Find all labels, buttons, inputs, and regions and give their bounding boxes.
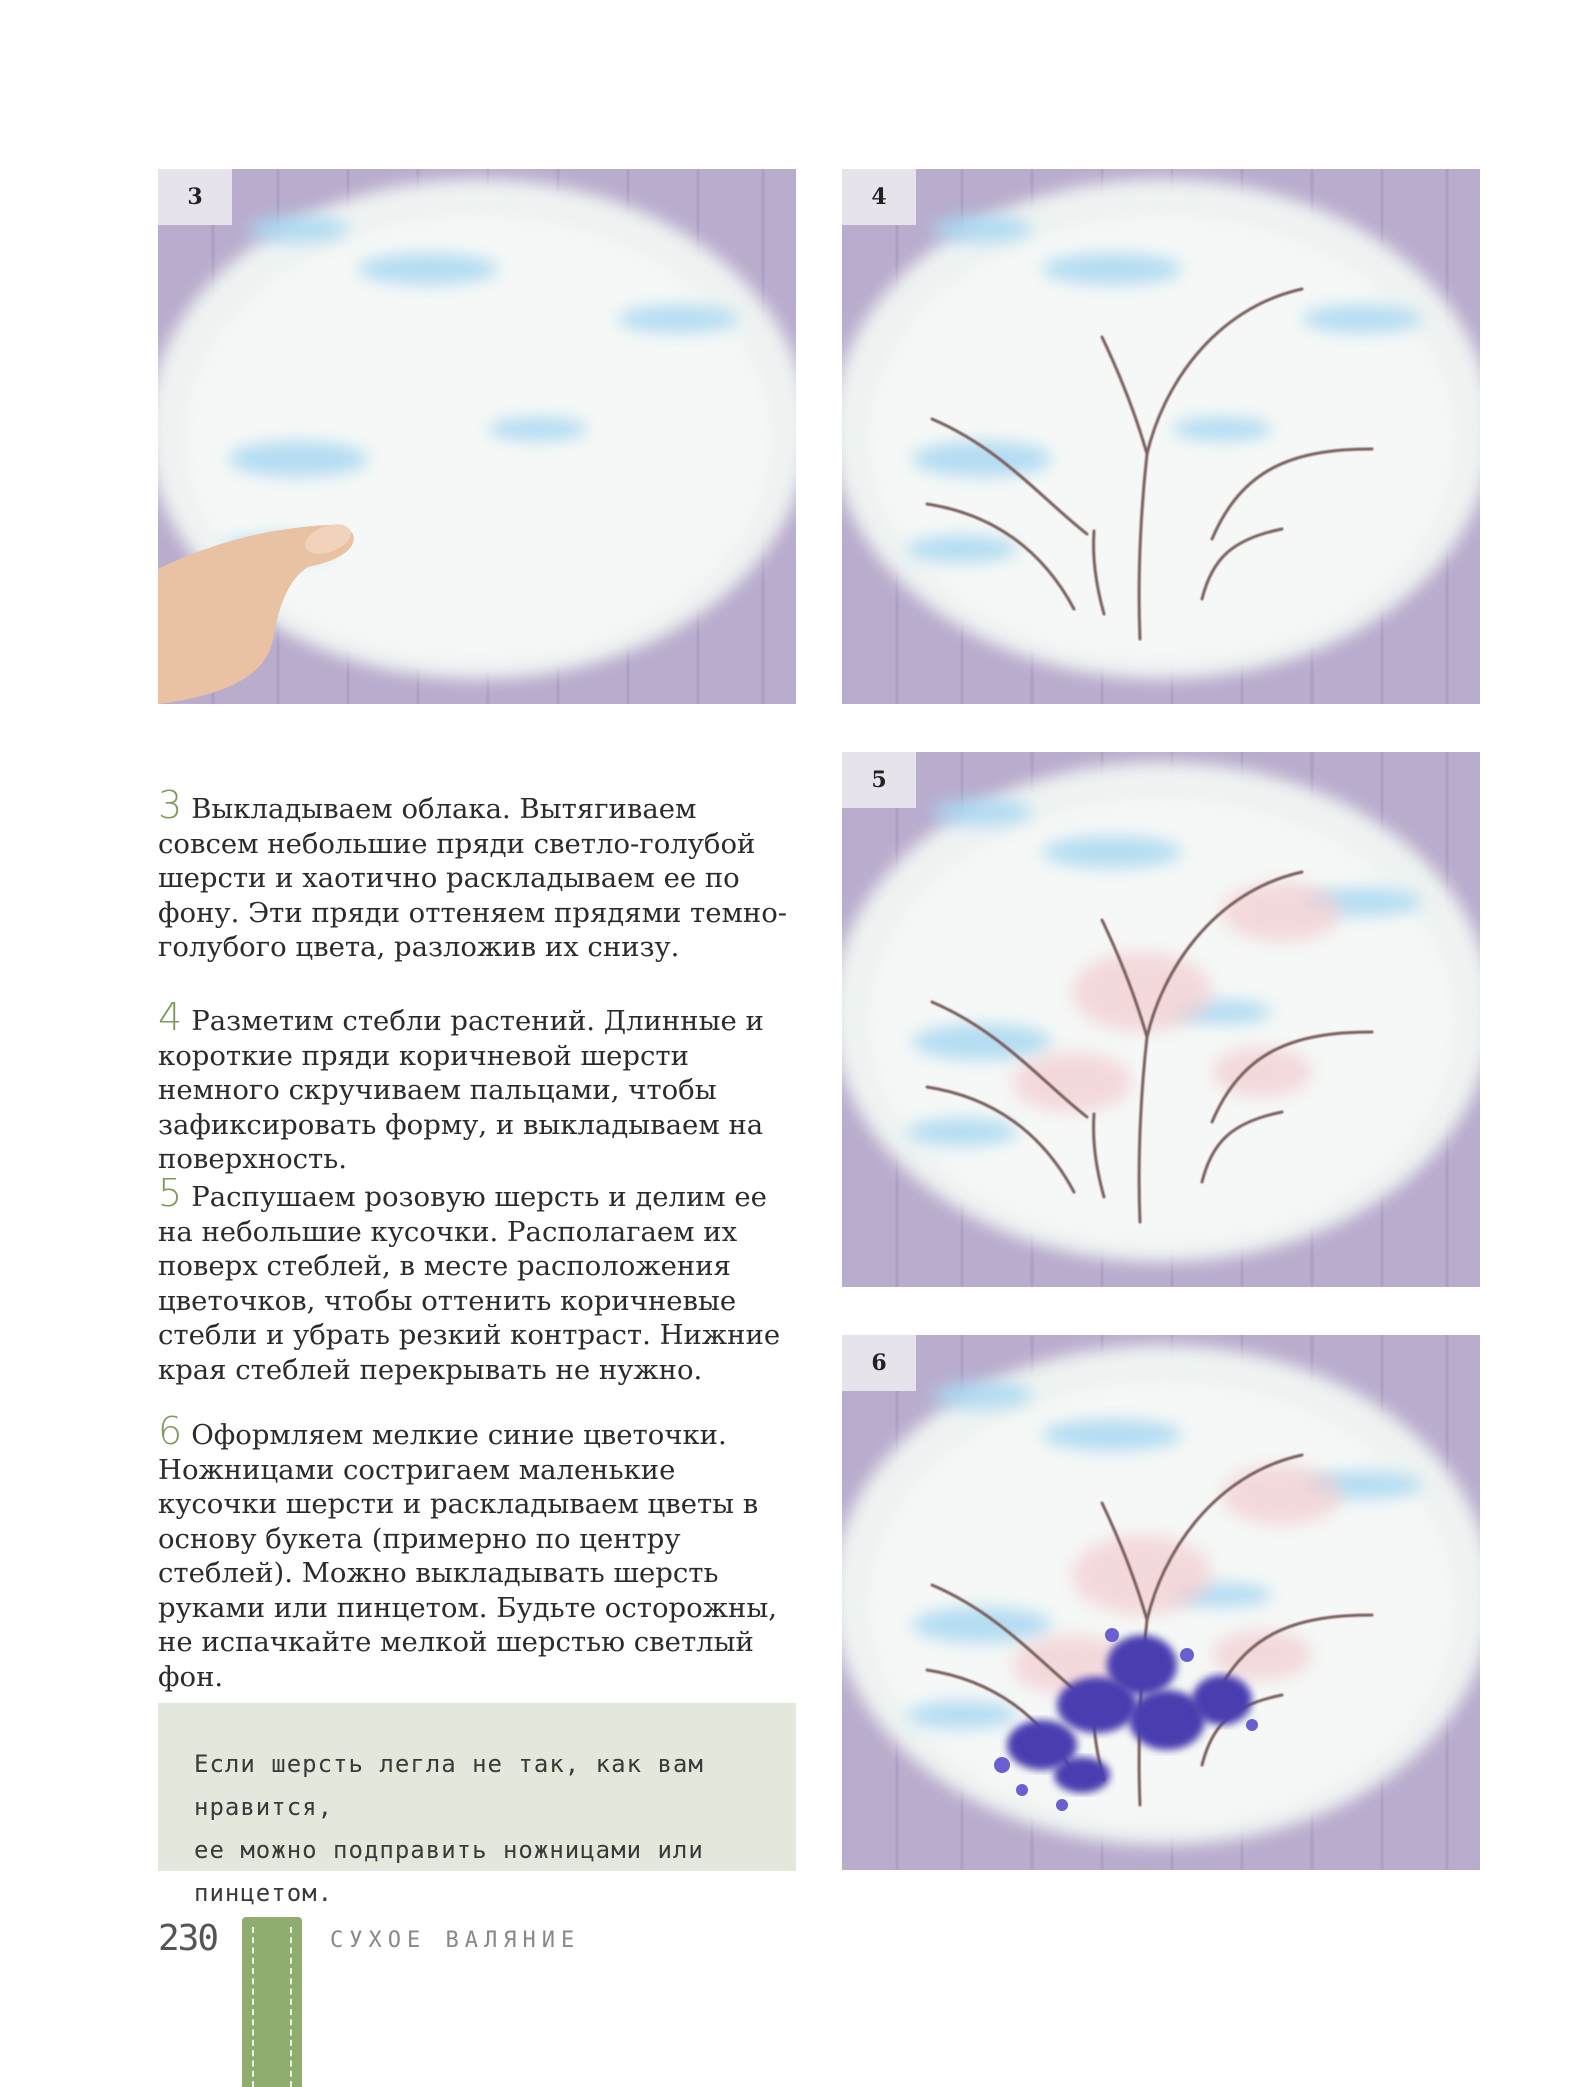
photo-step-5 — [842, 752, 1480, 1287]
felt-photo-image — [842, 752, 1480, 1287]
step-number: 4 — [158, 995, 182, 1039]
step-text: Разметим стебли растений. Длинные и короткие пряди коричневой шерсти немного скручиваем пальцами, чтобы зафиксировать форму, и выкладываем на поверхность. — [158, 1005, 764, 1175]
felt-photo-image — [842, 1335, 1480, 1870]
ribbon-stitch — [252, 1927, 254, 2087]
step-text: Оформляем мелкие синие цветочки. Ножницами состригаем маленькие кусочки шерсти и раскладываем цветы в основу букета (примерно по центру стеблей). Можно выкладывать шерсть руками или пинцетом. Будьте осторожны, не испачкайте мелкой шерстью светлый фон. — [158, 1419, 777, 1693]
felt-photo-image — [842, 169, 1480, 704]
step-6-paragraph — [158, 1409, 798, 1694]
page-number: 230 — [158, 1918, 218, 1959]
photo-number-badge: 4 — [842, 169, 916, 225]
tip-box — [158, 1703, 796, 1907]
step-text: Распушаем розовую шерсть и делим ее на небольшие кусочки. Располагаем их поверх стеблей, в месте расположения цветочков, чтобы оттенить коричневые стебли и убрать резкий контраст. Нижние края стеблей перекрывать не нужно. — [158, 1181, 781, 1386]
step-number: 5 — [158, 1171, 182, 1215]
step-3-paragraph — [158, 783, 798, 965]
photo-step-3 — [158, 169, 796, 704]
photo-number-badge: 6 — [842, 1335, 916, 1391]
step-number: 6 — [158, 1409, 182, 1453]
bookmark-ribbon — [242, 1917, 302, 2087]
ribbon-stitch — [290, 1927, 292, 2087]
photo-step-6 — [842, 1335, 1480, 1870]
tip-line-2: ее можно подправить ножницами или пинцетом. — [194, 1836, 704, 1907]
photo-step-4 — [842, 169, 1480, 704]
felt-photo-image — [158, 169, 796, 704]
step-number: 3 — [158, 783, 182, 827]
photo-number-badge: 5 — [842, 752, 916, 808]
section-title: СУХОЕ ВАЛЯНИЕ — [330, 1928, 581, 1953]
step-4-paragraph — [158, 995, 798, 1177]
step-text: Выкладываем облака. Вытягиваем совсем небольшие пряди светло-голубой шерсти и хаотично раскладываем ее по фону. Эти пряди оттеняем прядями темно-голубого цвета, разложив их снизу. — [158, 793, 788, 963]
photo-number-badge: 3 — [158, 169, 232, 225]
tip-text — [194, 1743, 796, 1915]
tip-line-1: Если шерсть легла не так, как вам нравится, — [194, 1750, 704, 1821]
step-5-paragraph — [158, 1171, 798, 1387]
